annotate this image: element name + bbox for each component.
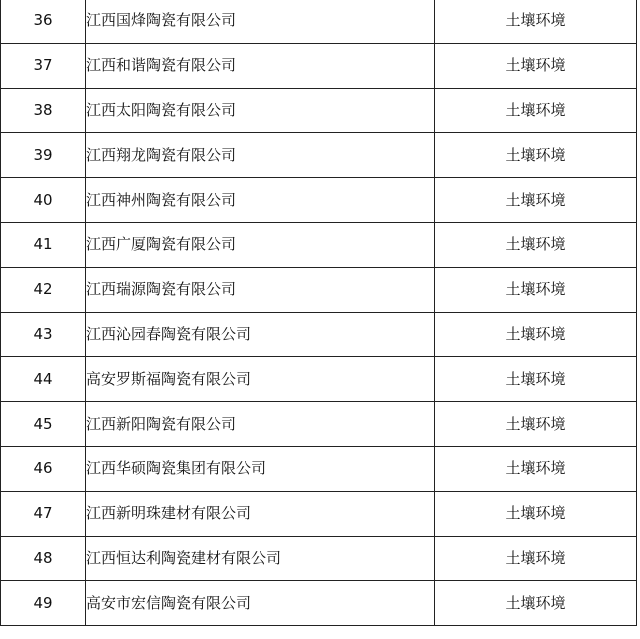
category-cell: 土壤环境 — [435, 267, 637, 312]
company-name-cell: 江西和谐陶瓷有限公司 — [86, 43, 435, 88]
table-row — [1, 402, 637, 447]
row-number-cell: 37 — [1, 43, 86, 88]
category-cell: 土壤环境 — [435, 43, 637, 88]
category-cell: 土壤环境 — [435, 536, 637, 581]
row-number-cell: 38 — [1, 88, 86, 133]
company-name-cell: 江西翔龙陶瓷有限公司 — [86, 133, 435, 178]
category-cell: 土壤环境 — [435, 133, 637, 178]
row-number-cell: 46 — [1, 446, 86, 491]
table-row — [1, 0, 637, 43]
category-cell: 土壤环境 — [435, 178, 637, 223]
category-cell: 土壤环境 — [435, 446, 637, 491]
company-name-cell: 江西新明珠建材有限公司 — [86, 491, 435, 536]
company-name-cell: 江西太阳陶瓷有限公司 — [86, 88, 435, 133]
category-cell: 土壤环境 — [435, 0, 637, 43]
row-number-cell: 44 — [1, 357, 86, 402]
table-body — [1, 0, 637, 626]
company-name-cell: 高安市宏信陶瓷有限公司 — [86, 581, 435, 626]
company-name-cell: 江西华硕陶瓷集团有限公司 — [86, 446, 435, 491]
row-number-cell: 48 — [1, 536, 86, 581]
category-cell: 土壤环境 — [435, 491, 637, 536]
row-number-cell: 43 — [1, 312, 86, 357]
row-number-cell: 47 — [1, 491, 86, 536]
row-number-cell: 39 — [1, 133, 86, 178]
company-name-cell: 江西广厦陶瓷有限公司 — [86, 222, 435, 267]
company-name-cell: 江西瑞源陶瓷有限公司 — [86, 267, 435, 312]
row-number-cell: 40 — [1, 178, 86, 223]
row-number-cell: 42 — [1, 267, 86, 312]
table-row — [1, 446, 637, 491]
row-number-cell: 36 — [1, 0, 86, 43]
category-cell: 土壤环境 — [435, 222, 637, 267]
table-row — [1, 581, 637, 626]
row-number-cell: 49 — [1, 581, 86, 626]
category-cell: 土壤环境 — [435, 402, 637, 447]
company-name-cell: 高安罗斯福陶瓷有限公司 — [86, 357, 435, 402]
table-row — [1, 491, 637, 536]
table-row — [1, 178, 637, 223]
table-row — [1, 88, 637, 133]
table-row — [1, 312, 637, 357]
company-name-cell: 江西沁园春陶瓷有限公司 — [86, 312, 435, 357]
row-number-cell: 45 — [1, 402, 86, 447]
company-name-cell: 江西国烽陶瓷有限公司 — [86, 0, 435, 43]
table-row — [1, 133, 637, 178]
table-row — [1, 222, 637, 267]
row-number-cell: 41 — [1, 222, 86, 267]
category-cell: 土壤环境 — [435, 88, 637, 133]
table-row — [1, 536, 637, 581]
table-row — [1, 43, 637, 88]
category-cell: 土壤环境 — [435, 357, 637, 402]
table-row — [1, 357, 637, 402]
company-name-cell: 江西恒达利陶瓷建材有限公司 — [86, 536, 435, 581]
category-cell: 土壤环境 — [435, 581, 637, 626]
company-name-cell: 江西新阳陶瓷有限公司 — [86, 402, 435, 447]
table-row — [1, 267, 637, 312]
category-cell: 土壤环境 — [435, 312, 637, 357]
company-name-cell: 江西神州陶瓷有限公司 — [86, 178, 435, 223]
